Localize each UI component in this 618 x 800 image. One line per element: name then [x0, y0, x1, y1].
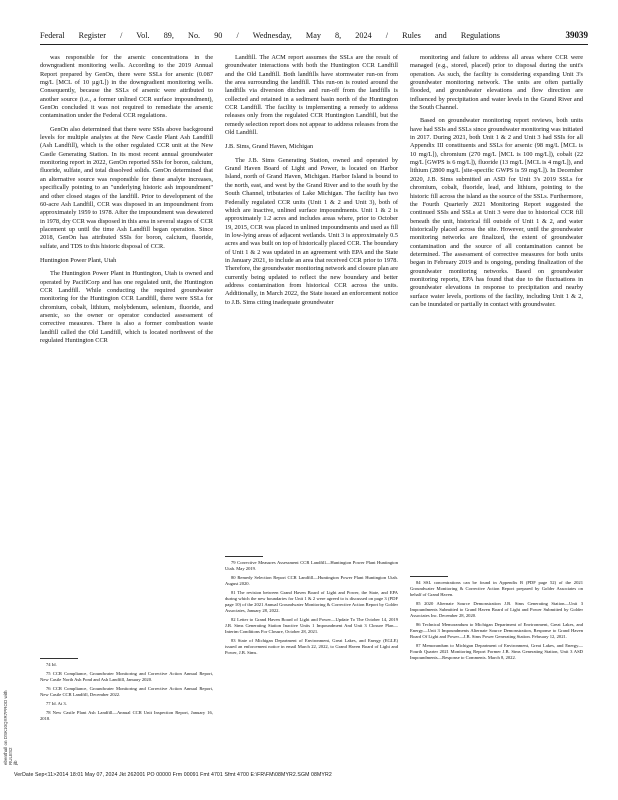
paragraph: The Huntington Power Plant in Huntington, Utah is owned and operated by PacifiCorp and has one regulated unit, the Huntington CCR Landfill. While conducting the required groundwater monitoring for the Huntington CCR Landfill, there were SSLs for chromium, cobalt, lithium, molybdenum, selenium, fluoride, and arsenic, so the owner or operator conducted assessment of corrective measures. There is also a former combustion waste landfill called the Old Landfill, which is located northwest of the regulated Huntington CCR: [40, 270, 213, 344]
paragraph: was responsible for the arsenic concentrations in the downgradient monitoring wells. According to the 2019 Annual Report prepared by GenOn, there were SSLs for arsenic (0.087 mg/L [MCL of 10 µg/L]) in the downgradient monitoring wells. Consequently, because the SSLs of arsenic were attributed to another source (i.e., a former unlined CCR surface impoundment), GenOn concluded it was not required to remediate the arsenic contamination under the Federal CCR regulations.: [40, 54, 213, 120]
margin-marks: [3, 675, 18, 765]
paragraph: Landfill. The ACM report assumes the SSLs are the result of groundwater interactions with both the Huntington CCR Landfill and the Old Landfill. Both landfills have stormwater run-on from the area surrounding the landfill. This run-on is routed around the landfills via diversion ditches and run-off from the landfills is collected and retained in a sediment basin north of the Huntington CCR Landfill. The facility is implementing a remedy to address releases only from the regulated CCR Huntington Landfill, but the remedy selection report does not appear to address releases from the Old Landfill.: [225, 54, 398, 137]
margin-mark: jlb: [13, 760, 18, 765]
footnote: 75 CCR Compliance, Groundwater Monitoring and Corrective Action Annual Report, New Castle North Ash Pond and Ash Landfill, January 2020.: [40, 671, 213, 682]
footnote: 80 Remedy Selection Report CCR Landfill—Huntington Power Plant Huntington Utah. August 2020.: [225, 575, 398, 586]
footnotes-column-2: [225, 556, 398, 659]
section-heading: Huntington Power Plant, Utah: [40, 256, 117, 264]
paragraph: monitoring and failure to address all areas where CCR were managed (e.g., stored, placed) prior to disposal during the unit's operation. As such, the facility is considering expanding Unit 3's groundwater monitoring network. The units are often partially flooded, and groundwater elevations and flow direction are influenced by precipitation and water levels in the Grand River and the South Channel.: [410, 54, 583, 112]
footnote: 83 State of Michigan Department of Environment, Great Lakes, and Energy (EGLE) issued an enforcement notice in email March 22, 2022, to Grand Haven Board of Light and Power, J.B. Sims.: [225, 638, 398, 655]
section-heading: J.B. Sims, Grand Haven, Michigan: [225, 143, 314, 151]
paragraph: The J.B. Sims Generating Station, owned and operated by Grand Haven Board of Light and Power, is located on Harbor Island, north of Grand Haven, Michigan. Harbor Island is bound to the north, east, and west by the Grand River and to the south by the South Channel, tributaries of Lake Michigan. The facility has two Federally regulated CCR units (Unit 1 & 2 and Unit 3), both of which are inactive, unlined surface impoundments. Unit 1 & 2 is approximately 1.2 acres and includes areas where, prior to October 19, 2015, CCR was placed in unlined impoundments and used as fill in low-lying areas of adjacent wetlands. Unit 3 is approximately 0.5 acres and was built on top of historically placed CCR. The boundary of Unit 1 & 2 was updated in an agreement with EPA and the State in January 2021, to include an area that received CCR prior to 1978. Therefore, the groundwater monitoring network and closure plan are currently being updated to reflect the new boundary and better address contamination from historical CCR across the units. Additionally, in March 2022, the State issued an enforcement notice to J.B. Sims citing inadequate groundwater: [225, 156, 398, 306]
running-header: [40, 30, 588, 45]
column-3: [410, 54, 583, 309]
column-1: [40, 54, 213, 345]
column-2: [225, 54, 398, 307]
footnote: 86 Technical Memorandum to Michigan Department of Environment, Great Lakes, and Energy—Unit 3 Impoundments Alternate Source Demonstration, Response to Grand Haven Board Of Light and Power—J.B. Sims Power Generating Station. February 12, 2021.: [410, 622, 583, 639]
running-head-text: Federal Register / Vol. 89, No. 90 / Wednesday, May 8, 2024 / Rules and Regulations: [40, 31, 500, 40]
verdate-footer: VerDate Sep<11>2014 18:01 May 07, 2024 Jkt 262001 PO 00000 Frm 00091 Fmt 4701 Sfmt 4700 E:\FR\FM\08MYR2.SGM 08MYR2: [14, 772, 332, 778]
footnote: 82 Letter to Grand Haven Board of Light and Power—Update To The October 14, 2019 J.B. Sims Generating Station Inactive Units 1 Impoundment And Unit 3 Closure Plan—Interim Conditions For Closure, October 28, 2021.: [225, 617, 398, 634]
footnote: 87 Memorandum to Michigan Department of Environment, Great Lakes, and Energy—Fourth Quarter 2021 Monitoring Report Former J.B. Sims Generating Station, Unit 3 ASD Impoundments—Response to Comments. March 8, 2022.: [410, 643, 583, 660]
footnote: 74 Id.: [46, 662, 57, 667]
footnote: 81 The revision between Grand Haven Board of Light and Power, the State, and EPA during which the new boundaries for Unit 1 & 2 were agreed to is discussed on page 3 (PDF page 10) of the 2021 Annual Groundwater Monitoring & Corrective Action Report by Golder Associates, January 28, 2022.: [225, 590, 398, 613]
footnotes-column-1: [40, 658, 213, 725]
footnote: 77 Id. At 3.: [46, 701, 67, 706]
footnote: 78 New Castle Plant Ash Landfill—Annual CCR Unit Inspection Report, January 16, 2018.: [40, 710, 213, 721]
footnote: 84 SSL concentrations can be found in Appendix B (PDF page 52) of the 2021 Groundwater Monitoring & Corrective Action Report prepared by Golder Associates on behalf of Grand Haven.: [410, 580, 583, 597]
margin-mark: ebenthall on DSK10QXR7PROD with RULES2: [3, 690, 13, 765]
paragraph: Based on groundwater monitoring report reviews, both units have had SSIs and SSLs since groundwater monitoring was initiated in 2017. During 2021, both Unit 1 & 2 and Unit 3 had SSIs for all Appendix III constituents and SSLs for arsenic (98 mg/L [MCL is 10 mg/L]), chromium (270 mg/L [MCL is 100 mg/L]), cobalt (22 mg/L [GWPS is 6 mg/L]), fluoride (13 mg/L [MCL is 4 mg/L]), and lithium (2800 mg/L [site-specific GWPS is 59 mg/L]). In December 2020, J.B. Sims submitted an ASD for Unit 3's 2019 SSLs for chromium, cobalt, fluoride, lead, and lithium, pointing to the historic fill across the island as the source of the SSLs. Furthermore, the Fourth Quarterly 2021 Monitoring Report suggested the continued SSIs and SSLs at Unit 3 were due to historical CCR fill beneath the unit, historical fill outside of Unit 1 & 2, and water historically placed across the site. However, until the groundwater monitoring networks are finalized, the extent of groundwater contamination and the source of all contamination cannot be determined. The assessment of corrective measures for both units began in February 2019 and is ongoing, pending finalization of the groundwater monitoring networks. Based on groundwater monitoring reports, EPA has found that due to the fluctuations in groundwater elevations in response to precipitation and nearby surface water levels, portions of the facility, including Unit 1 & 2, can be inundated or partially in contact with groundwater.: [410, 117, 583, 308]
footnote: 79 Corrective Measures Assessment CCR Landfill—Huntington Power Plant Huntington Utah. May 2019.: [225, 560, 398, 571]
footnotes-column-3: [410, 576, 583, 664]
paragraph: GenOn also determined that there were SSIs above background levels for multiple analytes at the New Castle Plant Ash Landfill (Ash Landfill), which is the other regulated CCR unit at the New Castle Generating Station. In its most recent annual groundwater monitoring report in 2022, GenOn reported SSIs for boron, calcium, fluoride, sulfate, and total dissolved solids. GenOn determined that an alternative source was responsible for these analyte increases, specifically pointing to an "underlying historic ash impoundment" and other closed stages of the landfill. Prior to development of the 60-acre Ash Landfill, CCR was disposed in an impoundment from approximately 1959 to 1978. After the impoundment was dewatered in 1978, dry CCR was disposed in this area in several stages of CCR placement up until the time Ash Landfill began operation. Since 2018, GenOn has attributed SSIs for boron, calcium, fluoride, sulfate, and TDS to this historic disposal of CCR.: [40, 125, 213, 250]
page-number: 39039: [565, 30, 588, 40]
footnote: 76 CCR Compliance, Groundwater Monitoring and Corrective Action Annual Report, New Castle CCR Landfill, December 2022.: [40, 686, 213, 697]
footnote: 85 2020 Alternate Source Demonstration J.B. Sims Generating Station—Unit 3 Impoundments Submitted to Grand Haven Board of Light and Power Submitted by Golder Associates Inc. December 28, 2020.: [410, 601, 583, 618]
